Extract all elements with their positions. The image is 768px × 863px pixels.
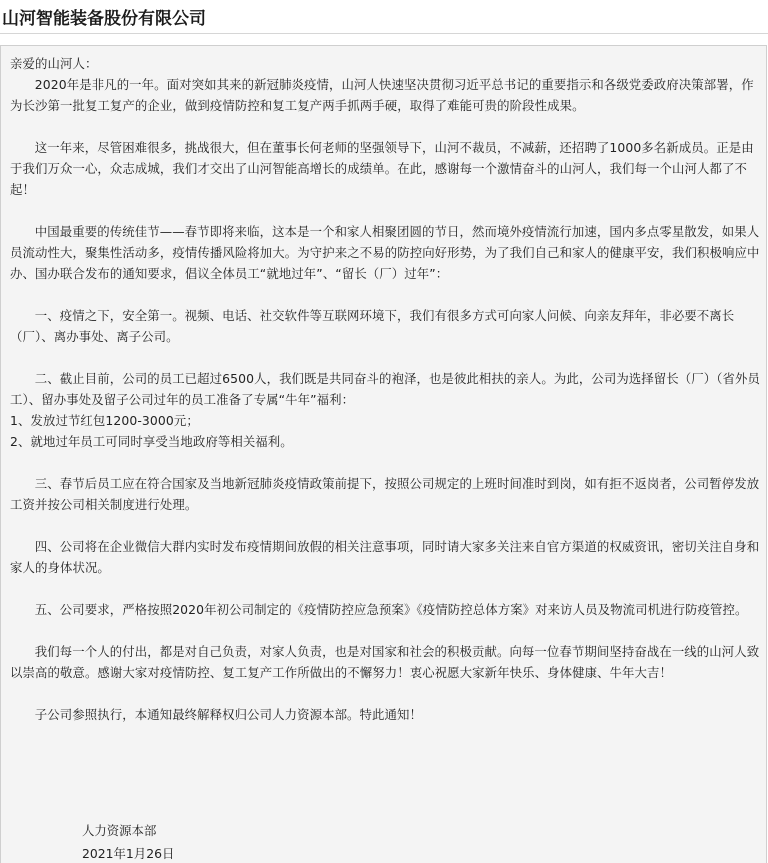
signature-date: 2021年1月26日 (82, 846, 175, 861)
paragraph-5-item-2: 2、就地过年员工可同时享受当地政府等相关福利。 (10, 434, 293, 449)
company-title: 山河智能装备股份有限公司 (2, 9, 206, 29)
paragraph-5: 二、截止目前，公司的员工已超过6500人，我们既是共同奋斗的袍泽，也是彼此相扶的亲人。为此，公司为选择留长（厂）（省外员工）、留办事处及留子公司过年的员工准备了专属“牛年”福利： (10, 371, 761, 407)
paragraph-1: 2020年是非凡的一年。面对突如其来的新冠肺炎疫情，山河人快速坚决贯彻习近平总书记的重要指示和各级党委政府决策部署，作为长沙第一批复工复产的企业，做到疫情防控和复工复产两手抓两手硬，取得了难能可贵的阶段性成果。 (10, 77, 754, 113)
header (0, 0, 768, 34)
paragraph-4: 一、疫情之下，安全第一。视频、电话、社交软件等互联网环境下，我们有很多方式可向家人问候、向亲友拜年，非必要不离长（厂）、离办事处、离子公司。 (10, 308, 735, 344)
paragraph-2: 这一年来，尽管困难很多，挑战很大，但在董事长何老师的坚强领导下，山河不裁员，不减薪，还招聘了1000多名新成员。正是由于我们万众一心，众志成城，我们才交出了山河智能高增长的成绩单。在此，感谢每一个激情奋斗的山河人，我们每一个山河人都了不起！ (10, 140, 754, 197)
paragraph-8: 五、公司要求，严格按照2020年初公司制定的《疫情防控应急预案》《疫情防控总体方案》对来访人员及物流司机进行防疫管控。 (34, 602, 748, 617)
greeting: 亲爱的山河人： (10, 56, 98, 71)
signature-department: 人力资源本部 (82, 823, 157, 838)
paragraph-3: 中国最重要的传统佳节——春节即将来临，这本是一个和家人相聚团圆的节日，然而境外疫情流行加速，国内多点零星散发，如果人员流动性大，聚集性活动多，疫情传播风险将加大。为守护来之不易的防控向好形势，为了我们自己和家人的健康平安，我们积极响应中办、国办联合发布的通知要求，倡议全体员工“就地过年”、“留长（厂）过年”： (10, 224, 760, 281)
paragraph-10: 子公司参照执行，本通知最终解释权归公司人力资源本部。特此通知！ (34, 707, 423, 722)
paragraph-7: 四、公司将在企业微信大群内实时发布疫情期间放假的相关注意事项，同时请大家多关注来自官方渠道的权威资讯，密切关注自身和家人的身体状况。 (10, 539, 760, 575)
paragraph-6: 三、春节后员工应在符合国家及当地新冠肺炎疫情政策前提下，按照公司规定的上班时间准时到岗，如有拒不返岗者，公司暂停发放工资并按公司相关制度进行处理。 (10, 476, 760, 512)
letter-content (10, 53, 760, 725)
paragraph-9: 我们每一个人的付出，都是对自己负责，对家人负责，也是对国家和社会的积极贡献。向每一位春节期间坚持奋战在一线的山河人致以崇高的敬意。感谢大家对疫情防控、复工复产工作所做出的不懈努力！衷心祝愿大家新年快乐、身体健康、牛年大吉！ (10, 644, 760, 680)
paragraph-5-item-1: 1、发放过节红包1200-3000元； (10, 413, 199, 428)
